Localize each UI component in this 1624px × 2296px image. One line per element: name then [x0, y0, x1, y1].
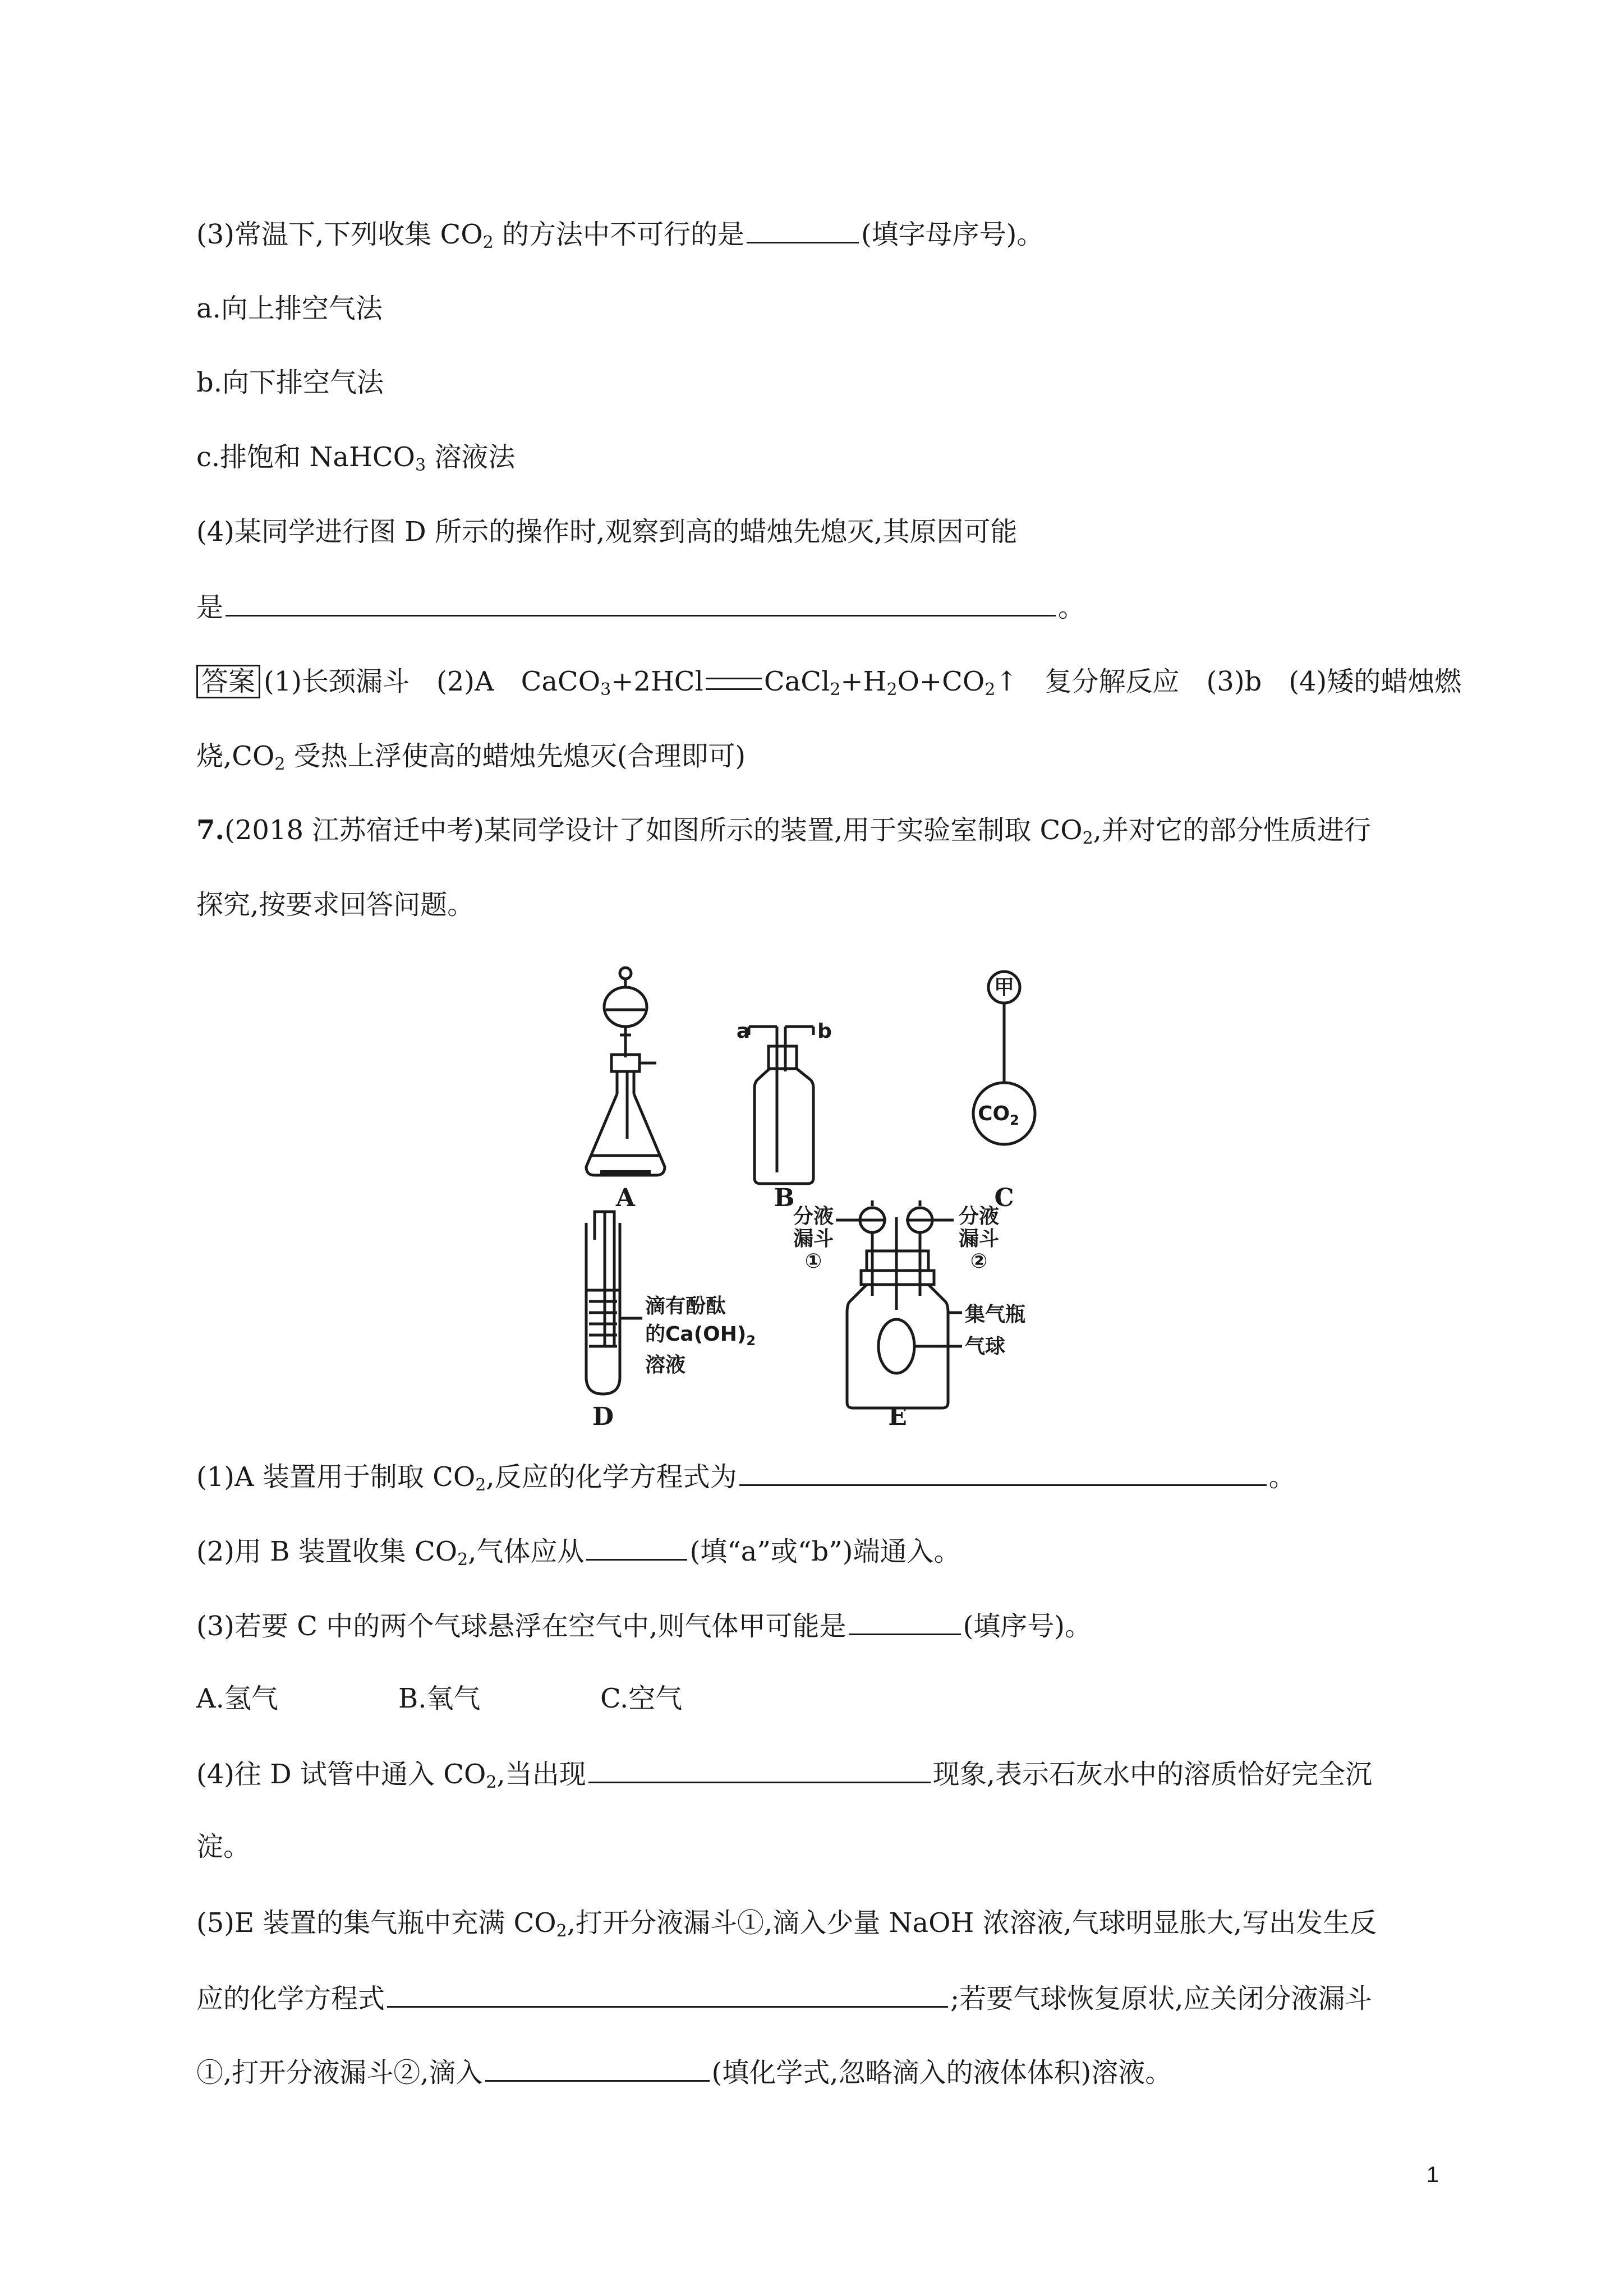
d-label-line1: 滴有酚酞 — [645, 1295, 726, 1318]
answer-blank[interactable] — [387, 1980, 948, 2008]
answer-blank[interactable] — [588, 1756, 931, 1783]
q7-sub1: (1)A 装置用于制取 $CO_2$,反应的化学方程式为 。 — [196, 1458, 1296, 1494]
equals-sign-icon — [706, 678, 762, 690]
funnel2-label-line3: ② — [970, 1250, 988, 1273]
answer-tag: 答案 — [196, 665, 260, 698]
port-b-label: b — [817, 1020, 832, 1043]
q6-option-c: c.排饱和 NaHCO$_3$ 溶液法 — [196, 441, 516, 475]
figure-label-d: D — [592, 1402, 614, 1430]
q6-option-a: a.向上排空气法 — [196, 293, 383, 324]
answer-blank[interactable] — [485, 2054, 710, 2082]
q7-intro-line2: 探究,按要求回答问题。 — [196, 889, 475, 921]
answer-blank[interactable] — [849, 1608, 961, 1635]
q7-sub2: (2)用 B 装置收集 $CO_2$,气体应从 (填“a”或“b”)端通入。 — [196, 1533, 960, 1568]
q6-item4-line2: 是 。 — [196, 589, 1085, 624]
d-label-line2: 的$Ca(OH)_2$ — [645, 1323, 756, 1349]
q6-item3: (3)常温下,下列收集 $CO_2$ 的方法中不可行的是 (填字母序号)。 — [196, 216, 1043, 251]
funnel2-label-line1: 分液 — [958, 1205, 1000, 1228]
answer-blank[interactable] — [739, 1458, 1267, 1486]
q7-sub5-line2: 应的化学方程式 ;若要气球恢复原状,应关闭分液漏斗 — [196, 1980, 1372, 2016]
q7-sub5-line3: ①,打开分液漏斗②,滴入 (填化学式,忽略滴入的液体体积)溶液。 — [196, 2054, 1172, 2090]
q6-item4-line1: (4)某同学进行图 D 所示的操作时,观察到高的蜡烛先熄灭,其原因可能 — [196, 516, 1018, 547]
q6-answer-line1: 答案 (1)长颈漏斗 (2)A CaCO$_3$+2HCl $CaCl_2+H_2O+CO_2↑$ 复分解反应 (3)b (4)矮的蜡烛燃 — [196, 665, 1461, 698]
co2-balloon-label: $CO_2$ — [978, 1102, 1019, 1128]
q7-sub4-line2: 淀。 — [196, 1831, 251, 1862]
answer-blank[interactable] — [747, 216, 859, 243]
figure-label-a: A — [615, 1184, 636, 1212]
answer-blank[interactable] — [586, 1533, 687, 1561]
bottle-label: 集气瓶 — [965, 1303, 1026, 1326]
apparatus-figure — [561, 954, 1066, 1430]
apparatus-b-icon — [749, 1027, 813, 1184]
answer-blank[interactable] — [226, 589, 1056, 616]
q7-sub3: (3)若要 C 中的两个气球悬浮在空气中,则气体甲可能是 (填序号)。 — [196, 1608, 1092, 1643]
apparatus-d-icon — [586, 1212, 642, 1394]
d-label-line3: 溶液 — [645, 1354, 686, 1377]
q6-option-b: b.向下排空气法 — [196, 367, 384, 398]
q7-sub3-options: A.氢气 B.氧气 C.空气 — [196, 1683, 683, 1714]
q7-sub4-line1: (4)往 D 试管中通入 $CO_2$,当出现 现象,表示石灰水中的溶质恰好完全沉 — [196, 1756, 1372, 1791]
figure-label-c: C — [994, 1184, 1014, 1212]
port-a-label: a — [736, 1020, 751, 1043]
question-number: 7. — [196, 815, 225, 846]
balloon-label: 气球 — [965, 1335, 1006, 1358]
figure-label-b: B — [774, 1184, 795, 1212]
apparatus-a-icon — [586, 968, 665, 1175]
funnel1-label-line3: ① — [804, 1250, 822, 1273]
funnel2-label-line2: 漏斗 — [958, 1227, 1000, 1250]
q6-answer-line2: 烧$,CO_2$ 受热上浮使高的蜡烛先熄灭(合理即可) — [196, 740, 746, 774]
gas-jia-label: 甲 — [993, 976, 1015, 999]
funnel1-label-line2: 漏斗 — [793, 1227, 834, 1250]
page-number: 1 — [1426, 2162, 1439, 2187]
q7-intro-line1: 7.(2018 江苏宿迁中考)某同学设计了如图所示的装置,用于实验室制取 $CO_2$,并对它的部分性质进行 — [196, 815, 1371, 848]
q7-sub5-line1: (5)E 装置的集气瓶中充满 $CO_2$,打开分液漏斗①,滴入少量 NaOH 浓溶液,气球明显胀大,写出发生反 — [196, 1907, 1377, 1941]
figure-label-e: E — [888, 1402, 907, 1430]
apparatus-e-icon — [836, 1200, 962, 1408]
funnel1-label-line1: 分液 — [793, 1205, 834, 1228]
